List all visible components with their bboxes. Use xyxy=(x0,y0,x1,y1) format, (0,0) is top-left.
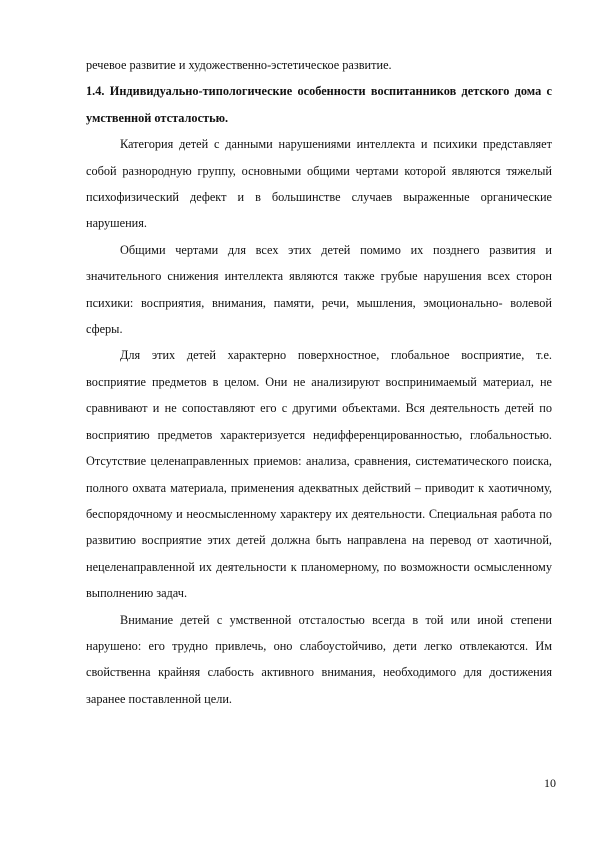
paragraph-2: Общими чертами для всех этих детей помимо их позднего развития и значительного снижения интеллекта являются также грубые нарушения всех сторон психики: восприятия, внимания, памяти, речи, мышления, эмоционально- волевой сферы. xyxy=(86,242,552,337)
paragraph-4: Внимание детей с умственной отсталостью всегда в той или иной степени нарушено: его трудно привлечь, оно слабоустойчиво, дети легко отвлекаются. Им свойственна крайняя слабость активного внимания, необходимого для достижения заранее поставленной цели. xyxy=(86,612,552,706)
paragraph-3: Для этих детей характерно поверхностное, глобальное восприятие, т.е. восприятие предметов в целом. Они не анализируют воспринимаемый материал, не сравнивают и не сопоставляют его с другими объектами. Вся деятельность детей по восприятию предметов характеризуется недифференцированностью, глобальностью. Отсутствие целенаправленных приемов: анализа, сравнения, систематического поиска, полного охвата материала, применения адекватных действий – приводит к хаотичному, беспорядочному и неосмысленному характеру их деятельности. Специальная работа по развитию восприятие этих детей должна быть направлена на перевод от хаотичной, нецеленаправленной их деятельности к планомерному, по возможности осмысленному выполнению задач. xyxy=(86,348,552,601)
paragraph-1: Категория детей с данными нарушениями интеллекта и психики представляет собой разнородную группу, основными общими чертами которой являются тяжелый психофизический дефект и в большинстве случаев выраженные органические нарушения. xyxy=(86,137,552,231)
intro-line: речевое развитие и художественно-эстетическое развитие. xyxy=(86,58,392,72)
page-content xyxy=(86,52,552,712)
page-number: 10 xyxy=(544,776,556,790)
section-heading: 1.4. Индивидуально-типологические особенности воспитанников детского дома с умственной отсталостью. xyxy=(86,84,552,125)
